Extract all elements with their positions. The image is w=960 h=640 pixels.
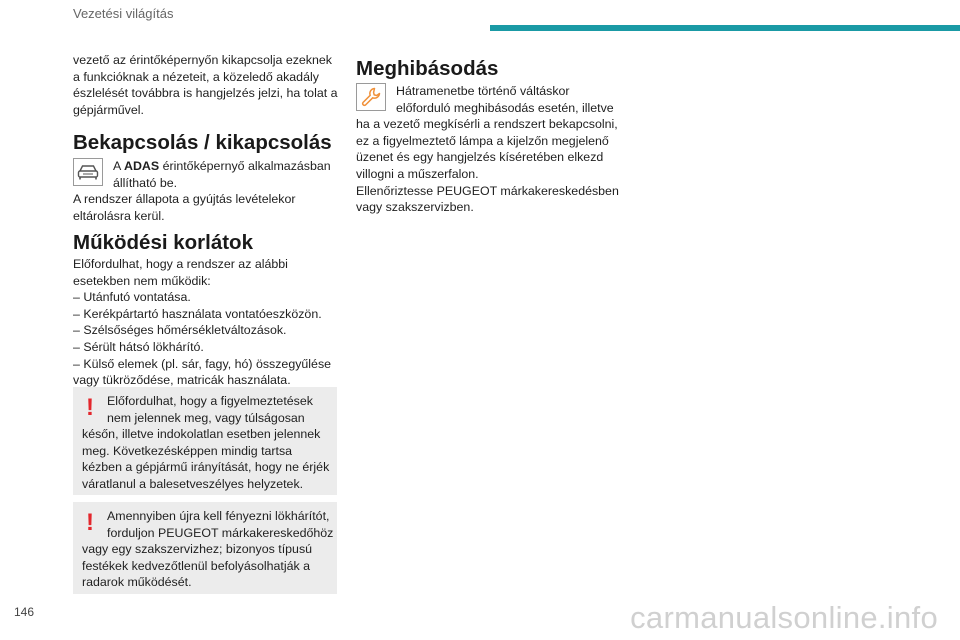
onoff-heading: Bekapcsolás / kikapcsolás	[73, 131, 332, 154]
fault-line: Ellenőriztesse PEUGEOT márkakereskedésben	[356, 183, 619, 198]
fault-heading: Meghibásodás	[356, 57, 499, 80]
wrench-icon	[356, 83, 386, 111]
warning2-line: vagy egy szakszervizhez; bizonyos típusú	[82, 542, 313, 557]
fault-line: előforduló meghibásodás esetén, illetve	[396, 100, 614, 115]
limits-line: vagy tükröződése, matricák használata.	[73, 373, 291, 388]
warning2-line: Amennyiben újra kell fényezni lökhárítót,	[107, 509, 330, 523]
header-accent-bar	[490, 25, 960, 31]
limits-heading: Működési korlátok	[73, 231, 253, 254]
fault-line: ha a vezető megkísérli a rendszert bekapcsolni,	[356, 117, 618, 132]
fault-line: vagy szakszervizben.	[356, 200, 474, 215]
car-icon	[73, 158, 103, 186]
limits-line: – Külső elemek (pl. sár, fagy, hó) összegyűlése	[73, 356, 332, 371]
onoff-line1-suffix: érintőképernyő alkalmazásban	[159, 159, 331, 173]
warning1-line: későn, illetve indokolatlan esetben jelennek	[82, 427, 321, 442]
limits-line: Előfordulhat, hogy a rendszer az alábbi	[73, 257, 288, 271]
intro-line: észlelését továbbra is hangjelzés jelzi, ha tolat a	[73, 86, 338, 101]
page-number: 146	[14, 605, 35, 619]
limits-line: – Kerékpártartó használata vontatóeszközön.	[73, 306, 322, 321]
limits-line: – Szélsőséges hőmérsékletváltozások.	[73, 323, 287, 338]
section-title: Vezetési világítás	[73, 6, 174, 21]
warning-box-2	[73, 502, 337, 594]
warning1-line: kézben a gépjármű irányítását, hogy ne érjék	[82, 460, 330, 475]
onoff-line4: eltárolásra kerül.	[73, 208, 165, 223]
fault-line: Hátramenetbe történő váltáskor	[396, 84, 570, 98]
fault-block	[356, 83, 646, 216]
limits-block	[73, 256, 348, 389]
warning-box-1	[73, 387, 337, 495]
warning1-line: nem jelennek meg, vagy túlságosan	[107, 410, 305, 425]
fault-line: villogni a műszerfalon.	[356, 166, 479, 181]
onoff-line1	[73, 158, 338, 175]
intro-line: a funkcióknak a nézeteit, a közeledő akadály	[73, 69, 319, 84]
intro-paragraph	[73, 52, 338, 118]
warning2-text	[73, 508, 335, 591]
fault-line: ez a figyelmeztető lámpa a kijelzőn megjelenő	[356, 133, 609, 148]
warning1-line: meg. Következésképpen mindig tartsa	[82, 443, 293, 458]
watermark: carmanualsonline.info	[630, 600, 938, 635]
intro-line: vezető az érintőképernyőn kikapcsolja ezeknek	[73, 53, 332, 67]
warning-icon: !	[86, 394, 94, 421]
limits-line: – Utánfutó vontatása.	[73, 290, 191, 305]
limits-line: – Sérült hátsó lökhárító.	[73, 339, 204, 354]
limits-line: esetekben nem működik:	[73, 273, 211, 288]
warning2-line: forduljon PEUGEOT márkakereskedőhöz	[107, 525, 334, 540]
onoff-block	[73, 158, 338, 224]
warning2-line: radarok működését.	[82, 575, 192, 590]
warning1-line: Előfordulhat, hogy a figyelmeztetések	[107, 394, 313, 408]
onoff-line1-prefix: A	[113, 159, 125, 173]
warning1-text	[73, 393, 335, 493]
intro-line: gépjárművel.	[73, 102, 144, 117]
warning2-line: festékek kedvezőtlenül befolyásolhatják a	[82, 558, 310, 573]
fault-line: üzenet és egy hangjelzés kíséretében elkezd	[356, 150, 604, 165]
warning1-line: váratlanul a balesetveszélyes helyzetek.	[82, 476, 304, 491]
onoff-line2: állítható be.	[113, 175, 178, 190]
warning-icon: !	[86, 509, 94, 536]
adas-term: ADAS	[124, 159, 160, 173]
onoff-line3: A rendszer állapota a gyújtás levételekor	[73, 192, 296, 207]
